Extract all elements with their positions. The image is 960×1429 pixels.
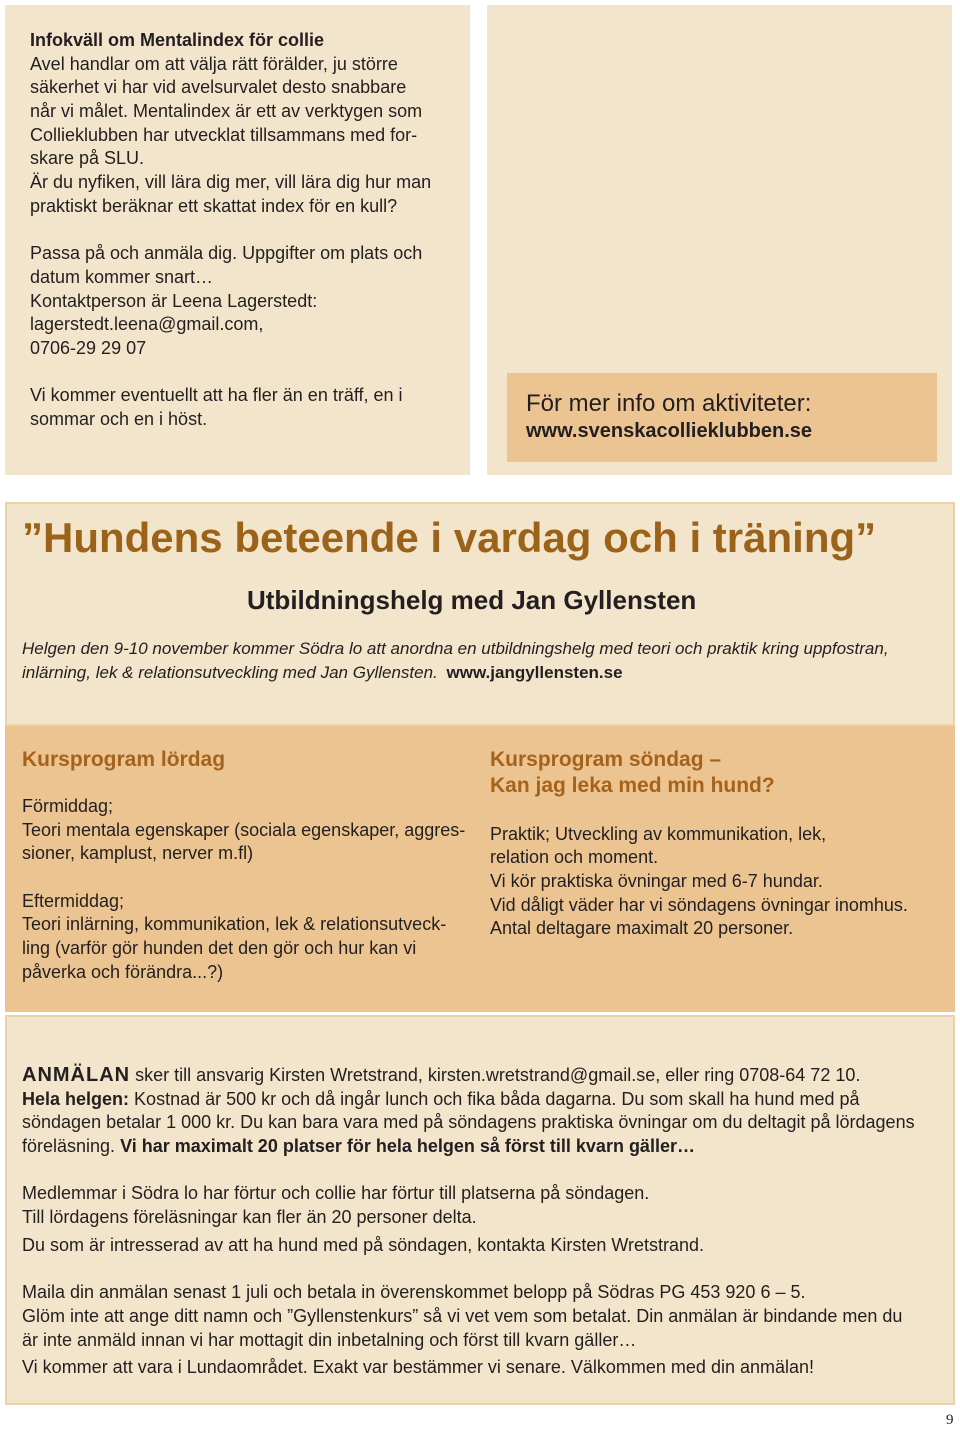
closing-line: Vi kommer att vara i Lundaområdet. Exakt var bestämmer vi senare. Välkommen med din anmälan!: [22, 1357, 815, 1378]
page-number: 9: [946, 1412, 954, 1428]
program-saturday-heading: Kursprogram lördag: [22, 748, 226, 771]
course-intro-line: [22, 661, 889, 685]
more-info-callout: [507, 373, 937, 462]
program-line: relation och moment.: [490, 847, 659, 868]
info-text-line: datum kommer snart…: [30, 266, 214, 287]
signup-label: ANMÄLAN: [22, 1064, 131, 1086]
info-text-line: Passa på och anmäla dig. Uppgifter om plats och: [30, 243, 423, 264]
members-line: Du som är intresserad av att ha hund med på söndagen, kontakta Kirsten Wretstrand.: [22, 1234, 705, 1255]
program-saturday: [22, 747, 465, 985]
course-intro-line: Helgen den 9-10 november kommer Södra lo att anordna en utbildningshelg med teori och praktik kring uppfostran,: [22, 639, 889, 658]
info-paragraph: [30, 242, 431, 360]
program-line: Vid dåligt väder har vi söndagens övningar inomhus.: [490, 894, 908, 915]
info-text-line: Collieklubben har utvecklat tillsammans med for-: [30, 124, 418, 145]
program-sunday: [490, 747, 908, 941]
program-line: Antal deltagare maximalt 20 personer.: [490, 918, 794, 939]
signup-line: [22, 1064, 915, 1088]
members-paragraph: [22, 1182, 915, 1257]
info-text-line: skare på SLU.: [30, 148, 145, 169]
info-box-content: [30, 29, 431, 432]
program-line: påverka och förändra...?): [22, 961, 224, 982]
info-text-line: Avel handlar om att välja rätt förälder, ju större: [30, 53, 398, 74]
info-text-line: sommar och en i höst.: [30, 409, 208, 429]
program-block-label: Eftermiddag;: [22, 890, 125, 911]
cost-text: Kostnad är 500 kr och då ingår lunch och fika båda dagarna. Du som skall ha hund med på: [134, 1088, 860, 1109]
cost-label: Hela helgen:: [22, 1088, 130, 1109]
signup-text: sker till ansvarig Kirsten Wretstrand, kirsten.wretstrand@gmail.se, eller ring 0708-64 72 10.: [135, 1065, 861, 1085]
course-subtitle: Utbildningshelg med Jan Gyllensten: [247, 585, 697, 615]
program-sunday-subheading: Kan jag leka med min hund?: [490, 774, 775, 797]
payment-line: är inte anmäld innan vi har mottagit din inbetalning och först till kvarn gäller…: [22, 1329, 637, 1350]
contact-person: Kontaktperson är Leena Lagerstedt:: [30, 290, 318, 311]
info-text-line: Är du nyfiken, vill lära dig mer, vill lära dig hur man: [30, 172, 432, 193]
contact-email: lagerstedt.leena@gmail.com,: [30, 314, 264, 335]
program-block-morning: [22, 795, 465, 866]
club-website-url: www.svenskacollieklubben.se: [526, 420, 813, 442]
program-line: Vi kör praktiska övningar med 6-7 hundar.: [490, 871, 823, 892]
course-announcement: [5, 502, 955, 726]
registration-box: [5, 1015, 955, 1405]
course-title: ”Hundens beteende i vardag och i träning”: [22, 514, 877, 561]
registration-paragraph: [22, 1064, 915, 1159]
registration-content: [22, 1064, 915, 1380]
members-line: Medlemmar i Södra lo har förtur och collie har förtur till platserna på söndagen.: [22, 1183, 650, 1204]
capacity-note: Vi har maximalt 20 platser för hela helgen så först till kvarn gäller…: [120, 1136, 695, 1157]
cost-line: söndagen betalar 1 000 kr. Du kan bara vara med på söndagens praktiska övningar om du deltagit på lördagens: [22, 1112, 915, 1133]
program-sunday-heading: Kursprogram söndag –: [490, 748, 722, 771]
capacity-line: [22, 1135, 915, 1159]
course-intro: [22, 637, 889, 684]
course-intro-text: inlärning, lek & relationsutveckling med Jan Gyllensten.: [22, 662, 438, 682]
payment-line: Maila din anmälan senast 1 juli och betala in överenskommet belopp på Södras PG 453 920 6 – 5.: [22, 1282, 806, 1303]
info-paragraph: [30, 384, 431, 431]
course-program: [5, 726, 955, 1012]
info-text-line: praktiskt beräknar ett skattat index för en kull?: [30, 195, 398, 216]
program-line: Teori mentala egenskaper (sociala egenskaper, aggres-: [22, 819, 466, 840]
program-block-afternoon: [22, 890, 465, 985]
payment-line: Glöm inte att ange ditt namn och ”Gyllenstenkurs” så vi vet vem som betalat. Din anmälan är bindande men du: [22, 1305, 903, 1326]
cost-text: föreläsning.: [22, 1136, 116, 1157]
more-info-label: För mer info om aktiviteter:: [526, 390, 812, 417]
info-box: [5, 5, 470, 475]
instructor-website-url: www.jangyllensten.se: [446, 662, 623, 682]
cost-line: [22, 1088, 915, 1112]
info-text-line: säkerhet vi har vid avelsurvalet desto snabbare: [30, 77, 407, 98]
program-line: Teori inlärning, kommunikation, lek & relationsutveck-: [22, 914, 447, 935]
info-text-line: Vi kommer eventuellt att ha fler än en träff, en i: [30, 385, 403, 406]
program-sunday-body: [490, 823, 908, 941]
program-line: sioner, kamplust, nerver m.fl): [22, 843, 254, 864]
links-box: [487, 5, 952, 475]
contact-phone: 0706-29 29 07: [30, 337, 147, 358]
info-paragraph: [30, 53, 431, 219]
members-line: Till lördagens föreläsningar kan fler än 20 personer delta.: [22, 1207, 477, 1228]
program-line: ling (varför gör hunden det den gör och hur kan vi: [22, 938, 417, 959]
info-title: Infokväll om Mentalindex för collie: [30, 30, 325, 50]
info-text-line: når vi målet. Mentalindex är ett av verktygen som: [30, 101, 423, 122]
payment-paragraph: [22, 1281, 915, 1380]
program-block-label: Förmiddag;: [22, 796, 114, 816]
program-line: Praktik; Utveckling av kommunikation, lek,: [490, 823, 827, 844]
